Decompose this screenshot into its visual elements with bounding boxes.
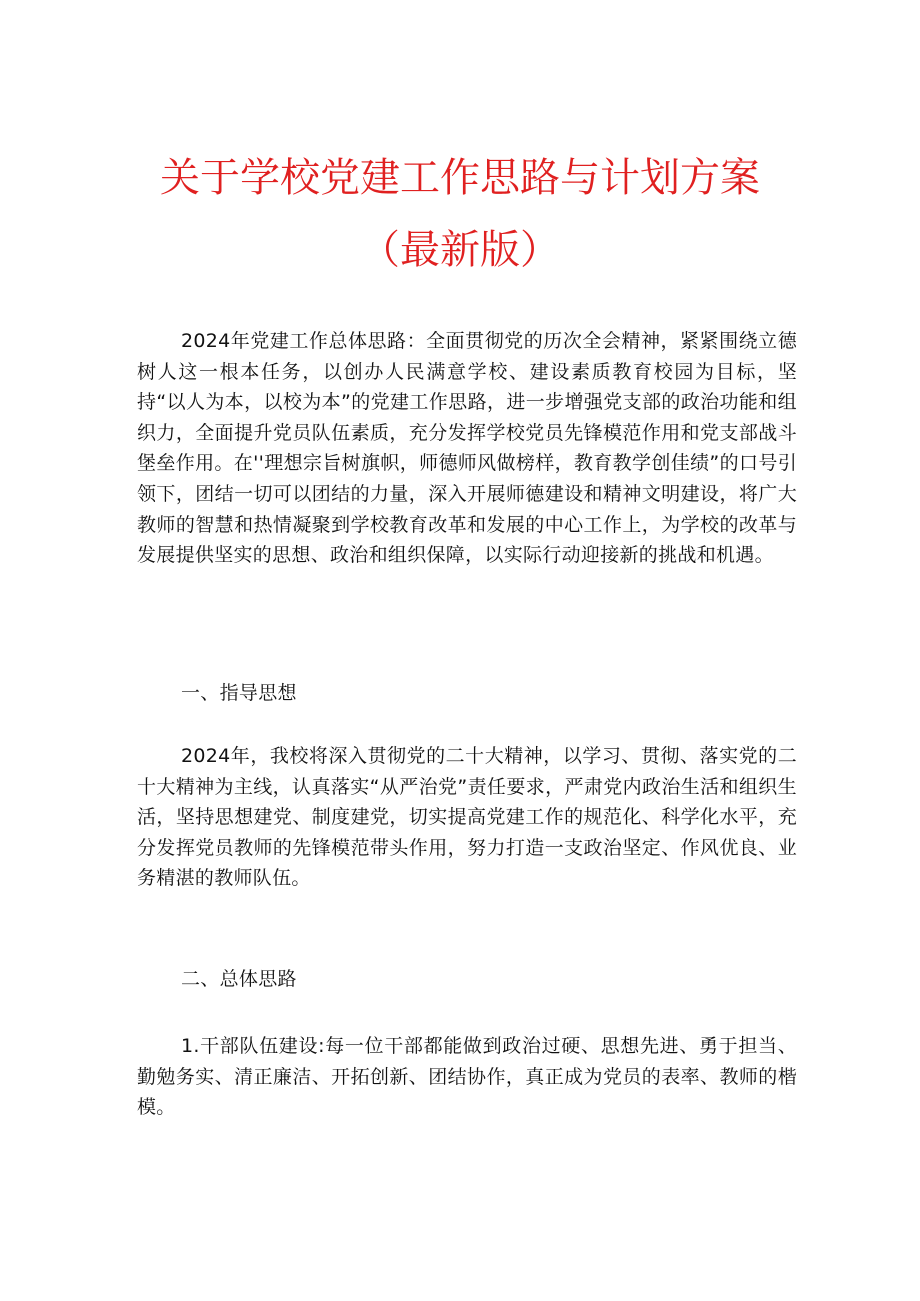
document-subtitle: （最新版） (360, 227, 560, 273)
cadre-team-paragraph: 1.干部队伍建设:每一位干部都能做到政治过硬、思想先进、勇于担当、勤勉务实、清正廉洁、开拓创新、团结协作，真正成为党员的表率、教师的楷模。 (137, 1035, 797, 1119)
intro-paragraph: 2024年党建工作总体思路：全面贯彻党的历次全会精神，紧紧围绕立德树人这一根本任务，以创办人民满意学校、建设素质教育校园为目标，坚持“以人为本，以校为本”的党建工作思路，进一步增强党支部的政治功能和组织力，全面提升党员队伍素质，充分发挥学校党员先锋模范作用和党支部战斗堡垒作用。在''理想宗旨树旗帜，师德师风做榜样，教育教学创佳绩”的口号引领下，团结一切可以团结的力量，深入开展师德建设和精神文明建设，将广大教师的智慧和热情凝聚到学校教育改革和发展的中心工作上，为学校的改革与发展提供坚实的思想、政治和组织保障，以实际行动迎接新的挑战和机遇。 (137, 330, 797, 567)
section-heading-overall-approach: 二、总体思路 (181, 968, 297, 990)
section-heading-guiding-thought: 一、指导思想 (181, 682, 297, 704)
document-title: 关于学校党建工作思路与计划方案 (160, 155, 760, 201)
guiding-thought-paragraph: 2024年，我校将深入贯彻党的二十大精神，以学习、贯彻、落实党的二十大精神为主线，认真落实“从严治党”责任要求，严肃党内政治生活和组织生活，坚持思想建党、制度建党，切实提高党建工作的规范化、科学化水平，充分发挥党员教师的先锋模范带头作用，努力打造一支政治坚定、作风优良、业务精湛的教师队伍。 (137, 745, 797, 890)
